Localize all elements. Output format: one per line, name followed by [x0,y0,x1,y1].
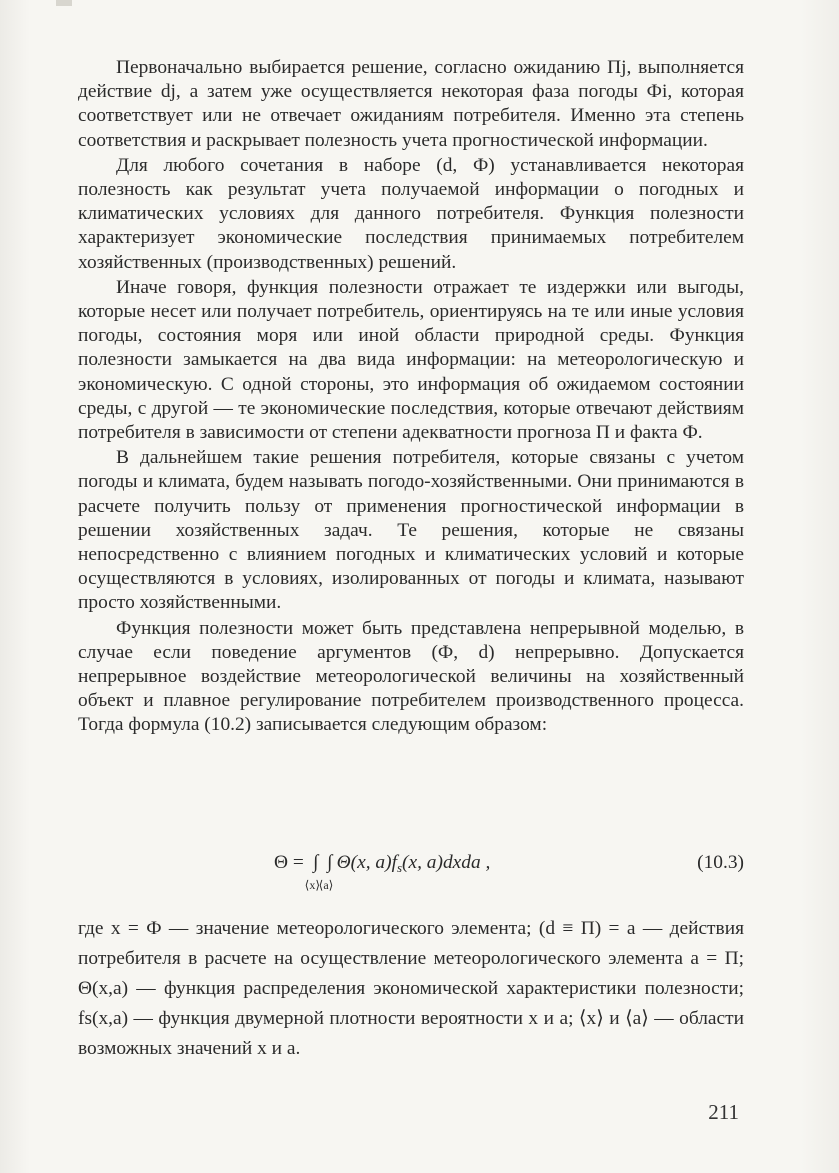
formula-lhs: Θ = [274,852,304,873]
scan-corner-mark [56,0,72,6]
paragraph-3: Иначе говоря, функция полезности отражает те издержки или выгоды, которые несет или получает потребитель, ориентируясь на те или иные условия погоды, состояния моря или иной области природной среды. Функция полезности замыкается на два вида информации: на метеорологическую и экономическую. С одной стороны, это информация об ожидаемом состоянии среды, с другой — те экономические последствия, которые отвечают действиям потребителя в зависимости от степени адекватности прогноза П и факта Ф. [78,276,744,444]
formula-body: Θ(x, a)f [336,852,397,873]
formula-body-sub: s [396,860,403,875]
formula-explanation: где x = Ф — значение метеорологического элемента; (d ≡ П) = a — действия потребителя в расчете на осуществление метеорологического элемента a = П; Θ(x,a) — функция распределения экономической характеристики полезности; fs(x,a) — функция двумерной плотности вероятности x и a; ⟨x⟩ и ⟨a⟩ — области возможных значений x и a. [78,918,744,1059]
integral-x-domain: ⟨x⟩ [304,878,321,892]
formula-body-rest: (x, a)dxda , [402,852,491,873]
formula-10-3 [78,848,744,898]
integral-a-domain: ⟨a⟩ [318,878,334,892]
integral-x: ∫ ⟨x⟩ [304,852,321,892]
paragraph-2: Для любого сочетания в наборе (d, Ф) устанавливается некоторая полезность как результат учета получаемой информации о погодных и климатических условиях для данного потребителя. Функция полезности характеризует экономические последствия принимаемых потребителем хозяйственных (производственных) решений. [78,154,744,273]
integral-a: ∫ ⟨a⟩ [318,852,334,892]
paragraph-4: В дальнейшем такие решения потребителя, которые связаны с учетом погоды и климата, будем называть погодо-хозяйственными. Они принимаются в расчете получить пользу от применения прогностической информации в решении хозяйственных задач. Те решения, которые не связаны непосредственно с влиянием погодных и климатических условий и которые осуществляются в условиях, изолированных от погоды и климата, называют просто хозяйственными. [78,447,744,614]
paragraph-5: Функция полезности может быть представлена непрерывной моделью, в случае если поведение аргументов (Ф, d) непрерывно. Допускается непрерывное воздействие метеорологической величины на хозяйственный объект и плавное регулирование потребителем производственного процесса. Тогда формула (10.2) записывается следующим образом: [78,617,744,736]
formula-expression [274,852,491,892]
equation-number: (10.3) [697,852,744,873]
paragraph-1: Первоначально выбирается решение, согласно ожиданию Пj, выполняется действие dj, а затем уже осуществляется некоторая фаза погоды Фi, которая соответствует или не отвечает ожиданиям потребителя. Именно эта степень соответствия и раскрывает полезность учета прогностической информации. [78,57,744,151]
page-number: 211 [708,1100,739,1124]
main-text [78,56,744,738]
